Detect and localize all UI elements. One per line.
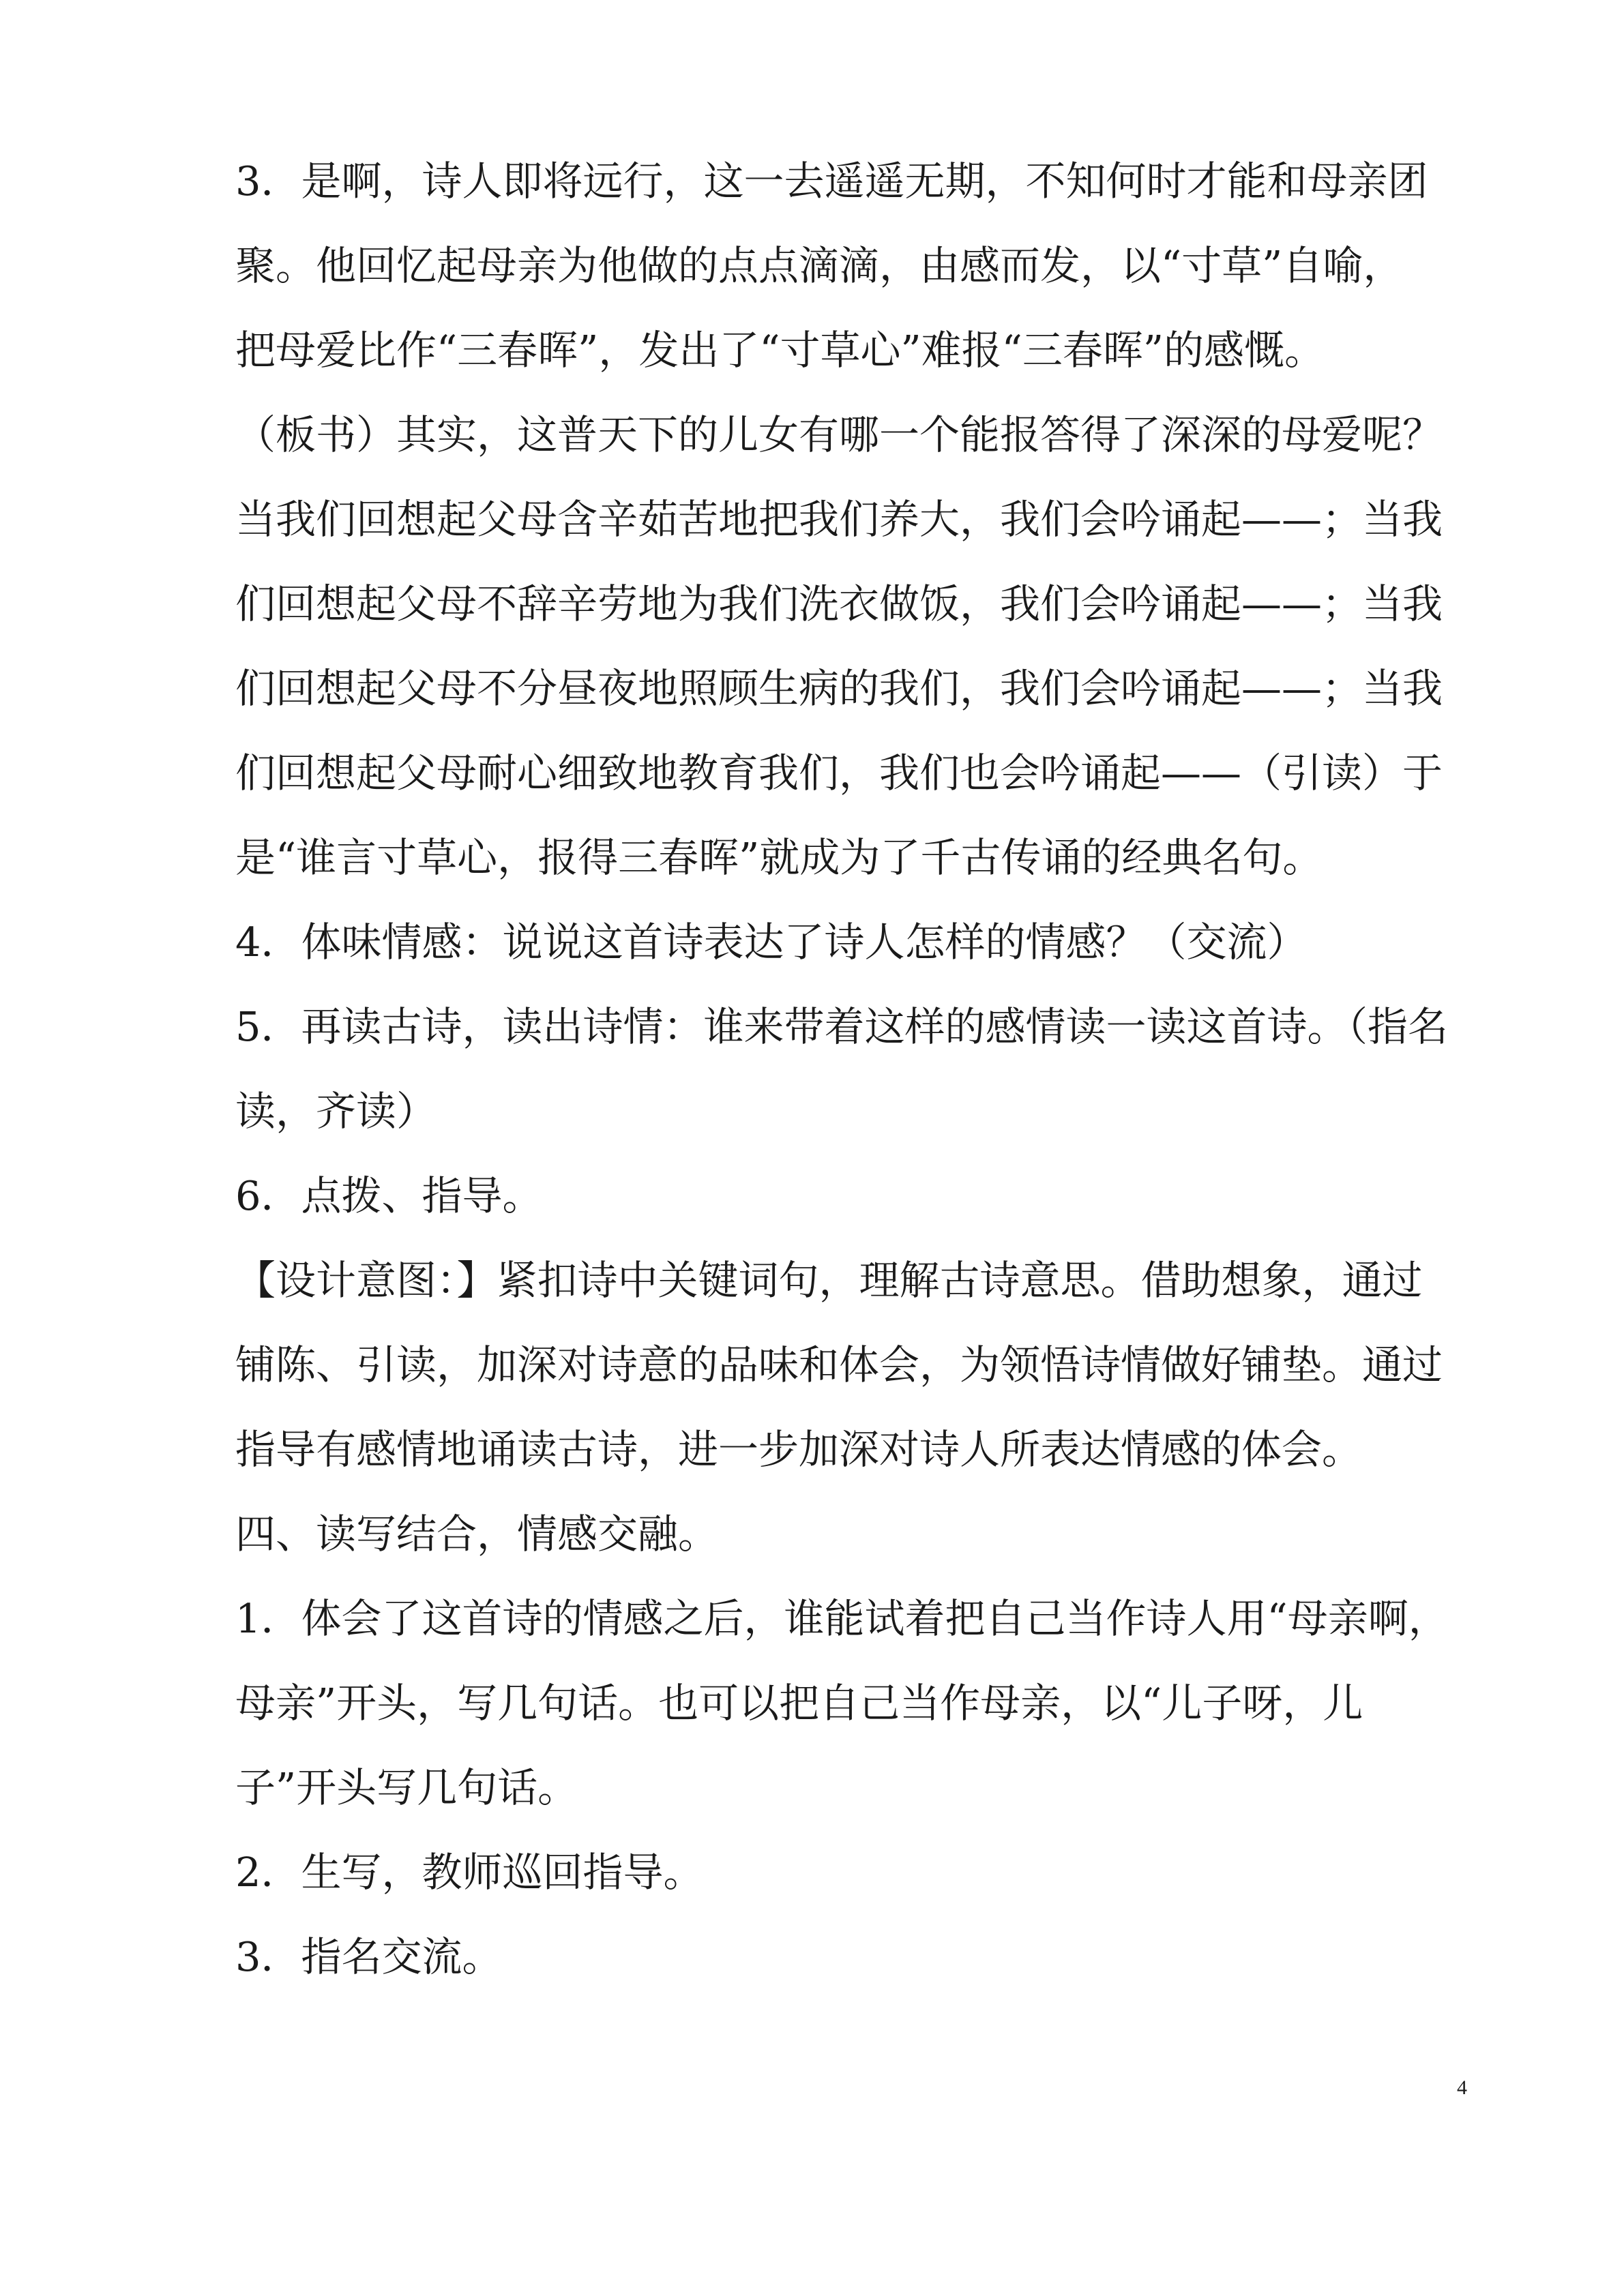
- section-heading: 四、读写结合，情感交融。: [235, 1510, 719, 1557]
- text-line: 们回想起父母耐心细致地教育我们，我们也会吟诵起——（引读）于: [235, 749, 1443, 796]
- text-line: 把母爱比作“三春晖”，发出了“寸草心”难报“三春晖”的感慨。: [235, 327, 1325, 374]
- text-line: 1．体会了这首诗的情感之后，谁能试着把自己当作诗人用“母亲啊，: [235, 1595, 1449, 1642]
- text-line: 聚。他回忆起母亲为他做的点点滴滴，由感而发，以“寸草”自喻，: [235, 242, 1404, 289]
- text-line: 读，齐读）: [235, 1088, 437, 1135]
- text-line: 5．再读古诗，读出诗情：谁来带着这样的感情读一读这首诗。（指名: [235, 1003, 1449, 1050]
- text-line: 们回想起父母不辞辛劳地为我们洗衣做饭，我们会吟诵起——；当我: [235, 580, 1443, 627]
- text-line: 当我们回想起父母含辛茹苦地把我们养大，我们会吟诵起——；当我: [235, 496, 1443, 543]
- text-line: 3．指名交流。: [235, 1933, 503, 1980]
- text-line: 4．体味情感：说说这首诗表达了诗人怎样的情感？（交流）: [235, 919, 1308, 966]
- page-number: 4: [1457, 2076, 1467, 2099]
- text-line: 2．生写，教师巡回指导。: [235, 1849, 704, 1896]
- text-line: （板书）其实，这普天下的儿女有哪一个能报答得了深深的母爱呢？: [235, 411, 1443, 458]
- text-line: 6．点拨、指导。: [235, 1172, 543, 1219]
- text-line: 是“谁言寸草心，报得三春晖”就成为了千古传诵的经典名句。: [235, 834, 1323, 881]
- text-line: 3．是啊，诗人即将远行，这一去遥遥无期，不知何时才能和母亲团: [235, 158, 1428, 205]
- text-line: 们回想起父母不分昼夜地照顾生病的我们，我们会吟诵起——；当我: [235, 665, 1443, 712]
- text-line: 【设计意图：】紧扣诗中关键词句，理解古诗意思。借助想象，通过: [235, 1257, 1423, 1304]
- text-line: 子”开头写几句话。: [235, 1764, 578, 1811]
- text-line: 铺陈、引读，加深对诗意的品味和体会，为领悟诗情做好铺垫。通过: [235, 1341, 1443, 1388]
- text-line: 指导有感情地诵读古诗，进一步加深对诗人所表达情感的体会。: [235, 1426, 1363, 1473]
- text-line: 母亲”开头，写几句话。也可以把自己当作母亲，以“儿子呀，儿: [235, 1680, 1363, 1727]
